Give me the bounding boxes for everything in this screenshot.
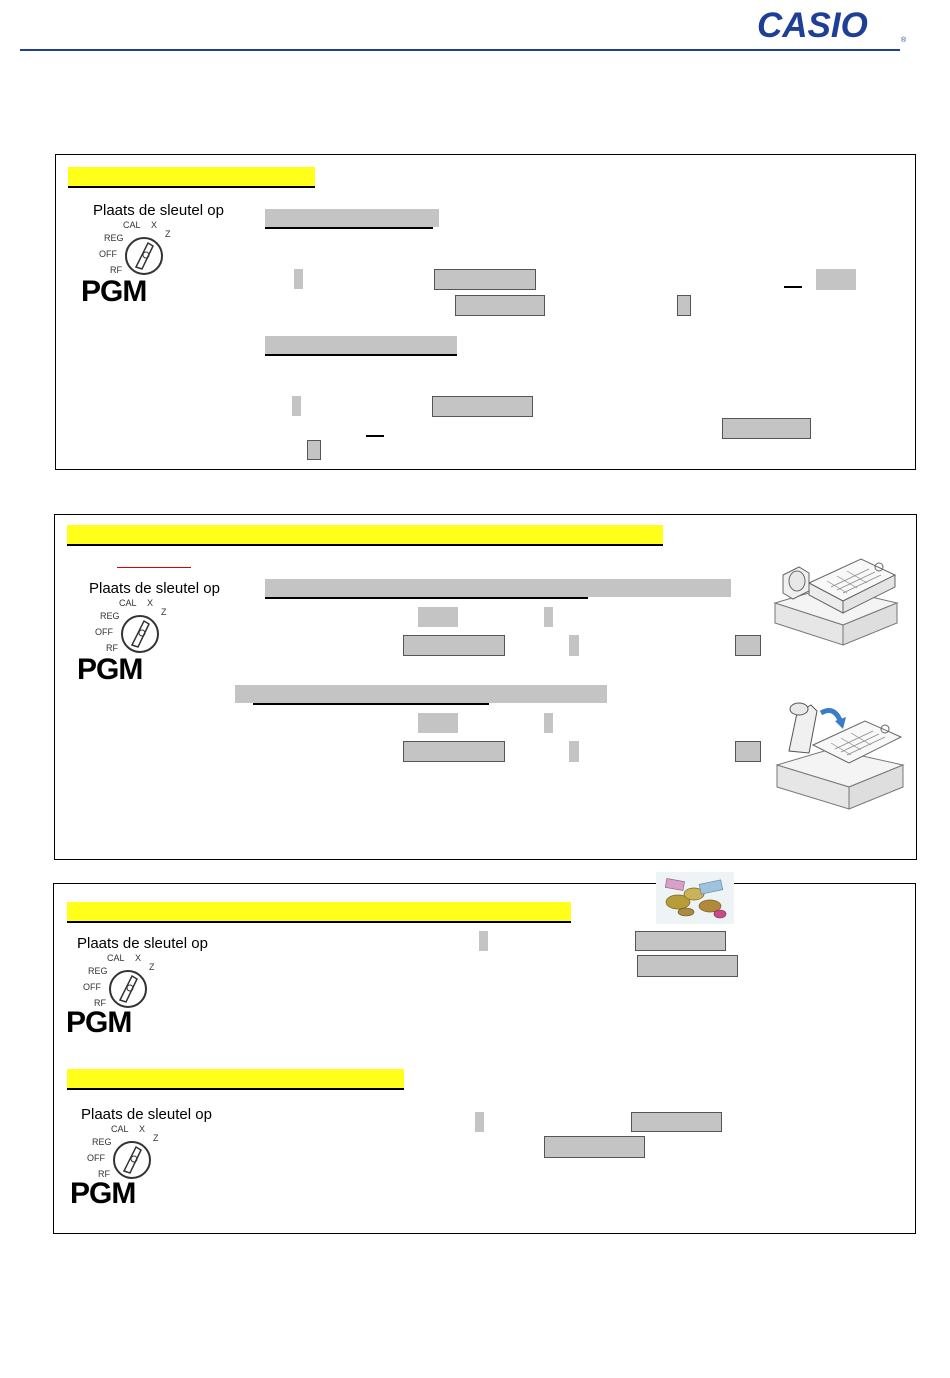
svg-text:OFF: OFF [99,249,117,259]
svg-text:OFF: OFF [95,627,113,637]
svg-text:RF: RF [110,265,122,275]
redacted-key [735,741,761,762]
svg-text:Z: Z [165,229,171,239]
redacted-key [432,396,533,417]
cash-register-paper-illustration [769,695,909,820]
section-1 [55,154,916,470]
redacted-heading [235,685,607,703]
svg-text:®: ® [901,37,907,44]
svg-text:CAL: CAL [107,953,125,963]
svg-text:OFF: OFF [87,1153,105,1163]
svg-text:REG: REG [92,1137,112,1147]
redacted-key [403,635,505,656]
svg-text:CASIO: CASIO [757,6,868,44]
mode-label-pgm: PGM [81,275,147,308]
svg-text:CAL: CAL [119,598,137,608]
svg-text:RF: RF [94,998,106,1008]
key-instruction: Plaats de sleutel op [93,202,224,219]
coins-illustration [656,872,734,924]
svg-text:X: X [139,1124,146,1134]
svg-text:RF: RF [106,643,118,653]
redacted-key [677,295,691,316]
svg-text:RF: RF [98,1169,110,1179]
redacted-key [735,635,761,656]
redacted-heading [265,579,731,597]
redacted-key [631,1112,722,1132]
svg-text:CAL: CAL [111,1124,129,1134]
key-instruction: Plaats de sleutel op [81,1106,212,1123]
svg-text:Z: Z [149,962,155,972]
redacted-key [635,931,726,951]
header-rule [20,49,900,51]
svg-text:REG: REG [88,966,108,976]
svg-text:REG: REG [104,233,124,243]
redacted-heading [265,336,457,354]
redacted-key [637,955,738,977]
redacted-key [455,295,545,316]
mode-label-pgm: PGM [66,1006,132,1039]
key-instruction: Plaats de sleutel op [77,935,208,952]
redacted-key [307,440,321,460]
svg-text:REG: REG [100,611,120,621]
svg-text:X: X [151,220,158,230]
svg-text:OFF: OFF [83,982,101,992]
mode-label-pgm: PGM [77,653,143,686]
casio-logo [757,6,907,44]
svg-text:X: X [135,953,142,963]
redacted-key [434,269,536,290]
svg-text:Z: Z [153,1133,159,1143]
redacted-key [544,1136,645,1158]
redacted-key [403,741,505,762]
section-1-title-highlight [68,167,315,188]
key-instruction: Plaats de sleutel op [89,580,220,597]
svg-text:CAL: CAL [123,220,141,230]
cash-register-illustration [769,545,903,653]
section-3 [53,883,916,1234]
redacted-key [722,418,811,439]
section-2 [54,514,917,860]
mode-label-pgm: PGM [70,1177,136,1210]
section-4-title-highlight [67,1069,404,1090]
svg-text:Z: Z [161,607,167,617]
redacted-heading [265,209,439,227]
section-2-title-highlight [67,525,663,546]
svg-text:X: X [147,598,154,608]
section-3-title-highlight [67,902,571,923]
